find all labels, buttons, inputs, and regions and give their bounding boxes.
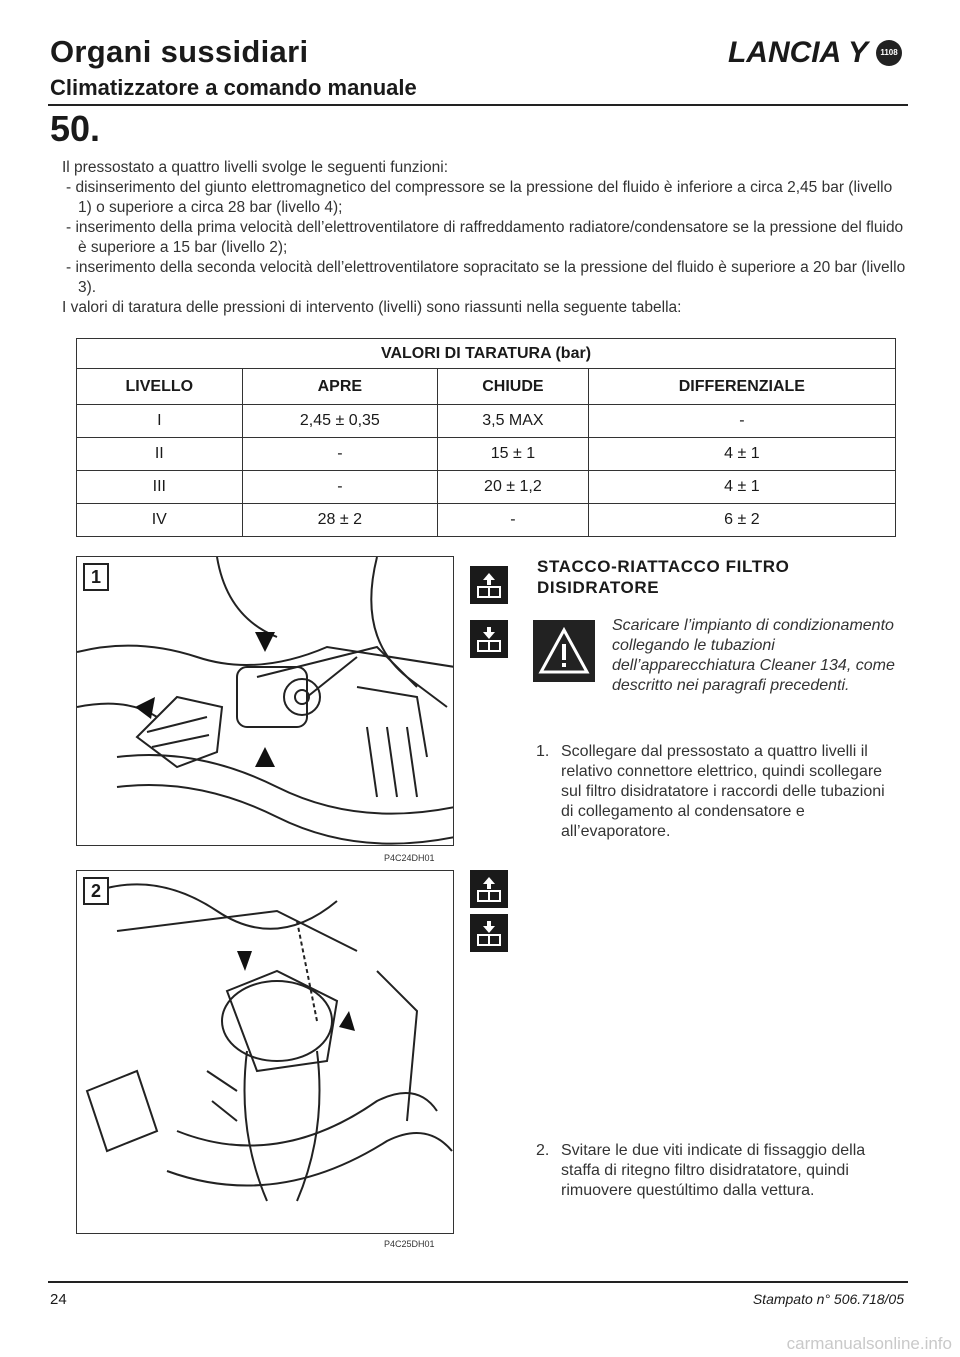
table-header-row [77,369,896,405]
table-cell: 20 ± 1,2 [438,471,589,504]
figure-code: P4C24DH01 [384,853,435,863]
chapter-number: 50. [50,108,101,149]
table-row [77,471,896,504]
step-text: Svitare le due viti indicate di fissaggio della staffa di ritegno filtro disidratatore, quindi rimuovere questúltimo dalla vettura. [561,1142,866,1199]
intro-bullet: - disinserimento del giunto elettromagnetico del compressore se la pressione del fluido è inferiore a circa 2,45 bar (livello 1) o superiore a circa 28 bar (livello 4); [66,179,893,216]
table-row [77,405,896,438]
figure-2 [76,870,454,1234]
table-row [77,504,896,537]
figure-1 [76,556,454,846]
calibration-table [76,338,896,537]
table-cell: - [242,471,438,504]
intro-outro: I valori di taratura delle pressioni di intervento (livelli) sono riassunti nella seguente tabella: [62,299,682,316]
table-cell: 4 ± 1 [588,438,895,471]
figure-2-illustration [77,871,454,1234]
header-rule [48,104,908,106]
figure-code: P4C25DH01 [384,1239,435,1249]
removal-icon [470,566,508,604]
intro-bullet: - inserimento della seconda velocità dell’elettroventilatore sopracitato se la pressione del fluido è superiore a 20 bar (livello 3). [66,259,906,296]
brand-badge: 1108 [876,40,902,66]
table-cell: - [438,504,589,537]
table-cell: - [588,405,895,438]
table-title: VALORI DI TARATURA (bar) [77,339,896,369]
table-cell: 4 ± 1 [588,471,895,504]
warning-icon [533,620,595,682]
table-cell: IV [77,504,243,537]
refit-icon [470,914,508,952]
table-cell: 28 ± 2 [242,504,438,537]
table-cell: - [242,438,438,471]
step-number: 1. [536,743,550,760]
page-number: 24 [50,1291,67,1308]
table-cell: I [77,405,243,438]
column-header: APRE [242,369,438,405]
removal-icon [470,870,508,908]
column-header: DIFFERENZIALE [588,369,895,405]
step-1 [536,742,906,842]
intro-text [62,158,907,318]
procedure-title: STACCO-RIATTACCO FILTRO DISIDRATORE [537,557,790,597]
section-subtitle: Climatizzatore a comando manuale [50,75,417,100]
table-cell: 3,5 MAX [438,405,589,438]
refit-icon [470,620,508,658]
print-reference: Stampato n° 506.718/05 [752,1291,904,1307]
table-cell: 2,45 ± 0,35 [242,405,438,438]
step-number: 2. [536,1142,550,1159]
step-2 [536,1141,906,1201]
column-header: CHIUDE [438,369,589,405]
warning-text: Scaricare l’impianto di condizionamento collegando le tubazioni dell’apparecchiatura Cleaner 134, come descritto nei paragrafi precedenti. [612,617,895,694]
watermark: carmanualsonline.info [786,1334,952,1353]
table-cell: 15 ± 1 [438,438,589,471]
table-row [77,438,896,471]
footer-rule [48,1281,908,1283]
table-cell: II [77,438,243,471]
intro-bullet: - inserimento della prima velocità dell’elettroventilatore di raffreddamento radiatore/condensatore se la pressione del fluido è superiore a 15 bar (livello 2); [66,219,904,256]
column-header: LIVELLO [77,369,243,405]
section-title: Organi sussidiari [50,34,309,69]
table-cell: 6 ± 2 [588,504,895,537]
brand-logo: LANCIA Y [727,36,868,69]
table-cell: III [77,471,243,504]
figure-number: 1 [83,563,109,591]
figure-number: 2 [83,877,109,905]
step-text: Scollegare dal pressostato a quattro livelli il relativo connettore elettrico, quindi scollegare sul filtro disidratatore i raccordi delle tubazioni di collegamento al condensatore e all’evaporatore. [561,743,885,840]
intro-lead: Il pressostato a quattro livelli svolge le seguenti funzioni: [62,159,448,176]
figure-1-illustration [77,557,454,846]
